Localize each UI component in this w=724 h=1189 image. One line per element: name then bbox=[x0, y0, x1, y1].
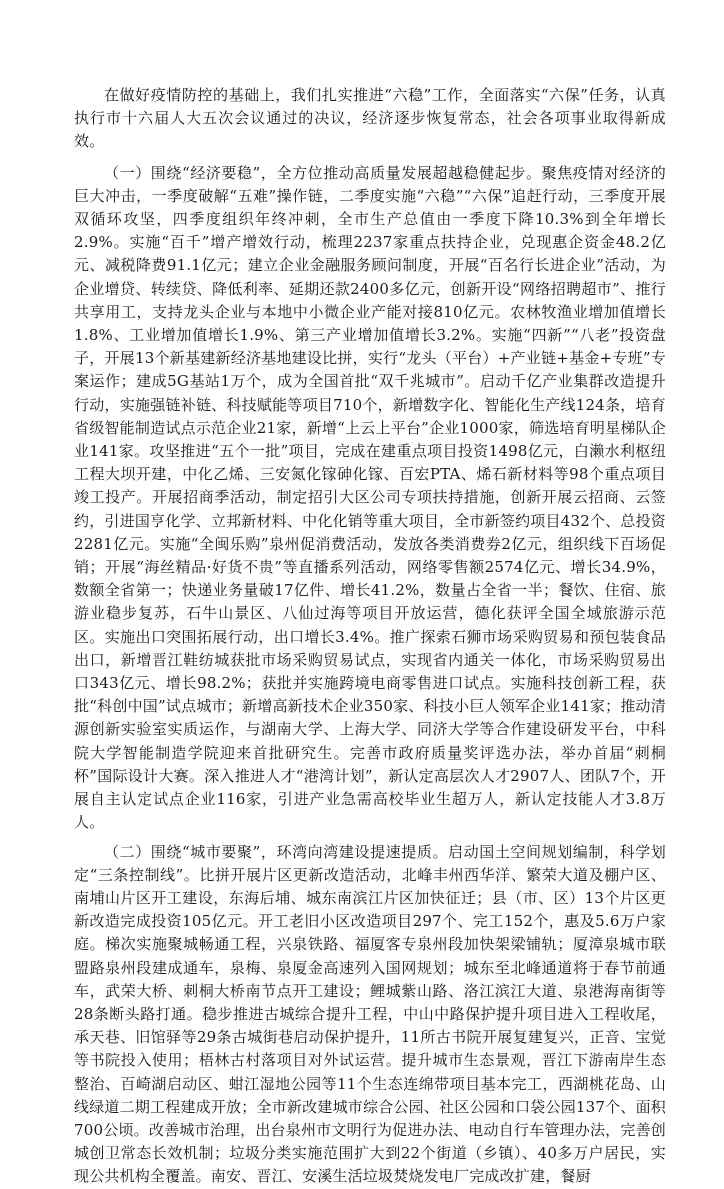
section-city-paragraph: （二）围绕“城市要聚”，环湾向湾建设提速提质。启动国土空间规划编制，科学划定“三条控制线”。比拼开展片区更新改造活动，北峰丰州西华洋、繁荣大道及棚户区、南埔山片区开工建设，东海后埔、城东南滨江片区加快征迁；县（市、区）13个片区更新改造完成投资105亿元。开工老旧小区改造项目297个、完工152个，惠及5.6万户家庭。梯次实施聚城畅通工程，兴泉铁路、福厦客专泉州段加快架梁铺轨；厦漳泉城市联盟路泉州段建成通车，泉梅、泉厦金高速列入国网规划；城东至北峰通道将于春节前通车，武荣大桥、刺桐大桥南节点开工建设；鲤城紫山路、洛江滨江大道、泉港海南街等28条断头路打通。稳步推进古城综合提升工程，中山中路保护提升项目进入工程收尾，承天巷、旧馆驿等29条古城街巷启动保护提升，11所古书院开展复建复兴，正音、宝觉等书院投入使用；梧林古村落项目对外试运营。提升城市生态景观，晋江下游南岸生态整治、百崎湖启动区、蚶江湿地公园等11个生态连绵带项目基本完工，西湖桃花岛、山线绿道二期工程建成开放；全市新改建城市综合公园、社区公园和口袋公园137个、面积700公顷。改善城市治理，出台泉州市文明行为促进办法、电动自行车管理办法，完善创城创卫常态长效机制；垃圾分类实施范围扩大到22个街道（乡镇）、40多万户居民，实现公共机构全覆盖。南安、晋江、安溪生活垃圾焚烧发电厂完成改扩建，餐厨 bbox=[74, 842, 666, 1186]
section-economy-paragraph: （一）围绕“经济要稳”，全方位推动高质量发展超越稳健起步。聚焦疫情对经济的巨大冲击，一季度破解“五难”操作链，二季度实施“六稳”“六保”追赶行动，三季度开展双循环攻坚，四季度组织年终冲刺，全市生产总值由一季度下降10.3%到全年增长2.9%。实施“百千”增产增效行动，梳理2237家重点扶持企业，兑现惠企资金48.2亿元、减税降费91.1亿元；建立企业金融服务顾问制度，开展“百名行长进企业”活动，为企业增贷、转续贷、降低利率、延期还款2400多亿元，创新开设“网络招聘超市”、推行共享用工，支持龙头企业与本地中小微企业产能对接810亿元。农林牧渔业增加值增长1.8%、工业增加值增长1.9%、第三产业增加值增长3.2%。实施“四新”“八老”投资盘子，开展13个新基建新经济基地建设比拼，实行“龙头（平台）+产业链+基金+专班”专案运作；建成5G基站1万个，成为全国首批“双千兆城市”。启动千亿产业集群改造提升行动，实施强链补链、科技赋能等项目710个，新增数字化、智能化生产线124条，培育省级智能制造试点示范企业21家，新增“上云上平台”企业1000家，筛选培育明星梯队企业141家。攻坚推进“五个一批”项目，完成在建重点项目投资1498亿元，白濑水利枢纽工程大坝开建，中化乙烯、三安氮化镓砷化镓、百宏PTA、烯石新材料等98个重点项目竣工投产。开展招商季活动，制定招引大区公司专项扶持措施，创新开展云招商、云签约，引进国亨化学、立邦新材料、中化化销等重大项目，全市新签约项目432个、总投资2281亿元。实施“全闽乐购”泉州促消费活动，发放各类消费券2亿元，组织线下百场促销；开展“海丝精品·好货不贵”等直播系列活动，网络零售额2574亿元、增长34.9%，数额全省第一；快递业务量破17亿件、增长41.2%，数量占全省一半；餐饮、住宿、旅游业稳步复苏，石牛山景区、八仙过海等项目开放运营，德化获评全国全域旅游示范区。实施出口突围拓展行动，出口增长3.4%。推广探索石狮市场采购贸易和预包装食品出口，新增晋江鞋纺城获批市场采购贸易试点，实现省内通关一体化，市场采购贸易出口343亿元、增长98.2%；获批并实施跨境电商零售进口试点。实施科技创新工程，获批“科创中国”试点城市；新增高新技术企业350家、科技小巨人领军企业141家；推动清源创新实验室实质运作，与湖南大学、上海大学、同济大学等合作建设研发平台，中科院大学智能制造学院迎来首批研究生。完善市政府质量奖评选办法，举办首届“刺桐杯”国际设计大赛。深入推进人才“港湾计划”，新认定高层次人才2907人、团队7个，开展自主认定试点企业116家，引进产业急需高校毕业生超万人，新认定技能人才3.8万人。 bbox=[74, 163, 666, 832]
intro-paragraph: 在做好疫情防控的基础上，我们扎实推进“六稳”工作，全面落实“六保”任务，认真执行市十六届人大五次会议通过的决议，经济逐步恢复常态，社会各项事业取得新成效。 bbox=[74, 86, 666, 151]
